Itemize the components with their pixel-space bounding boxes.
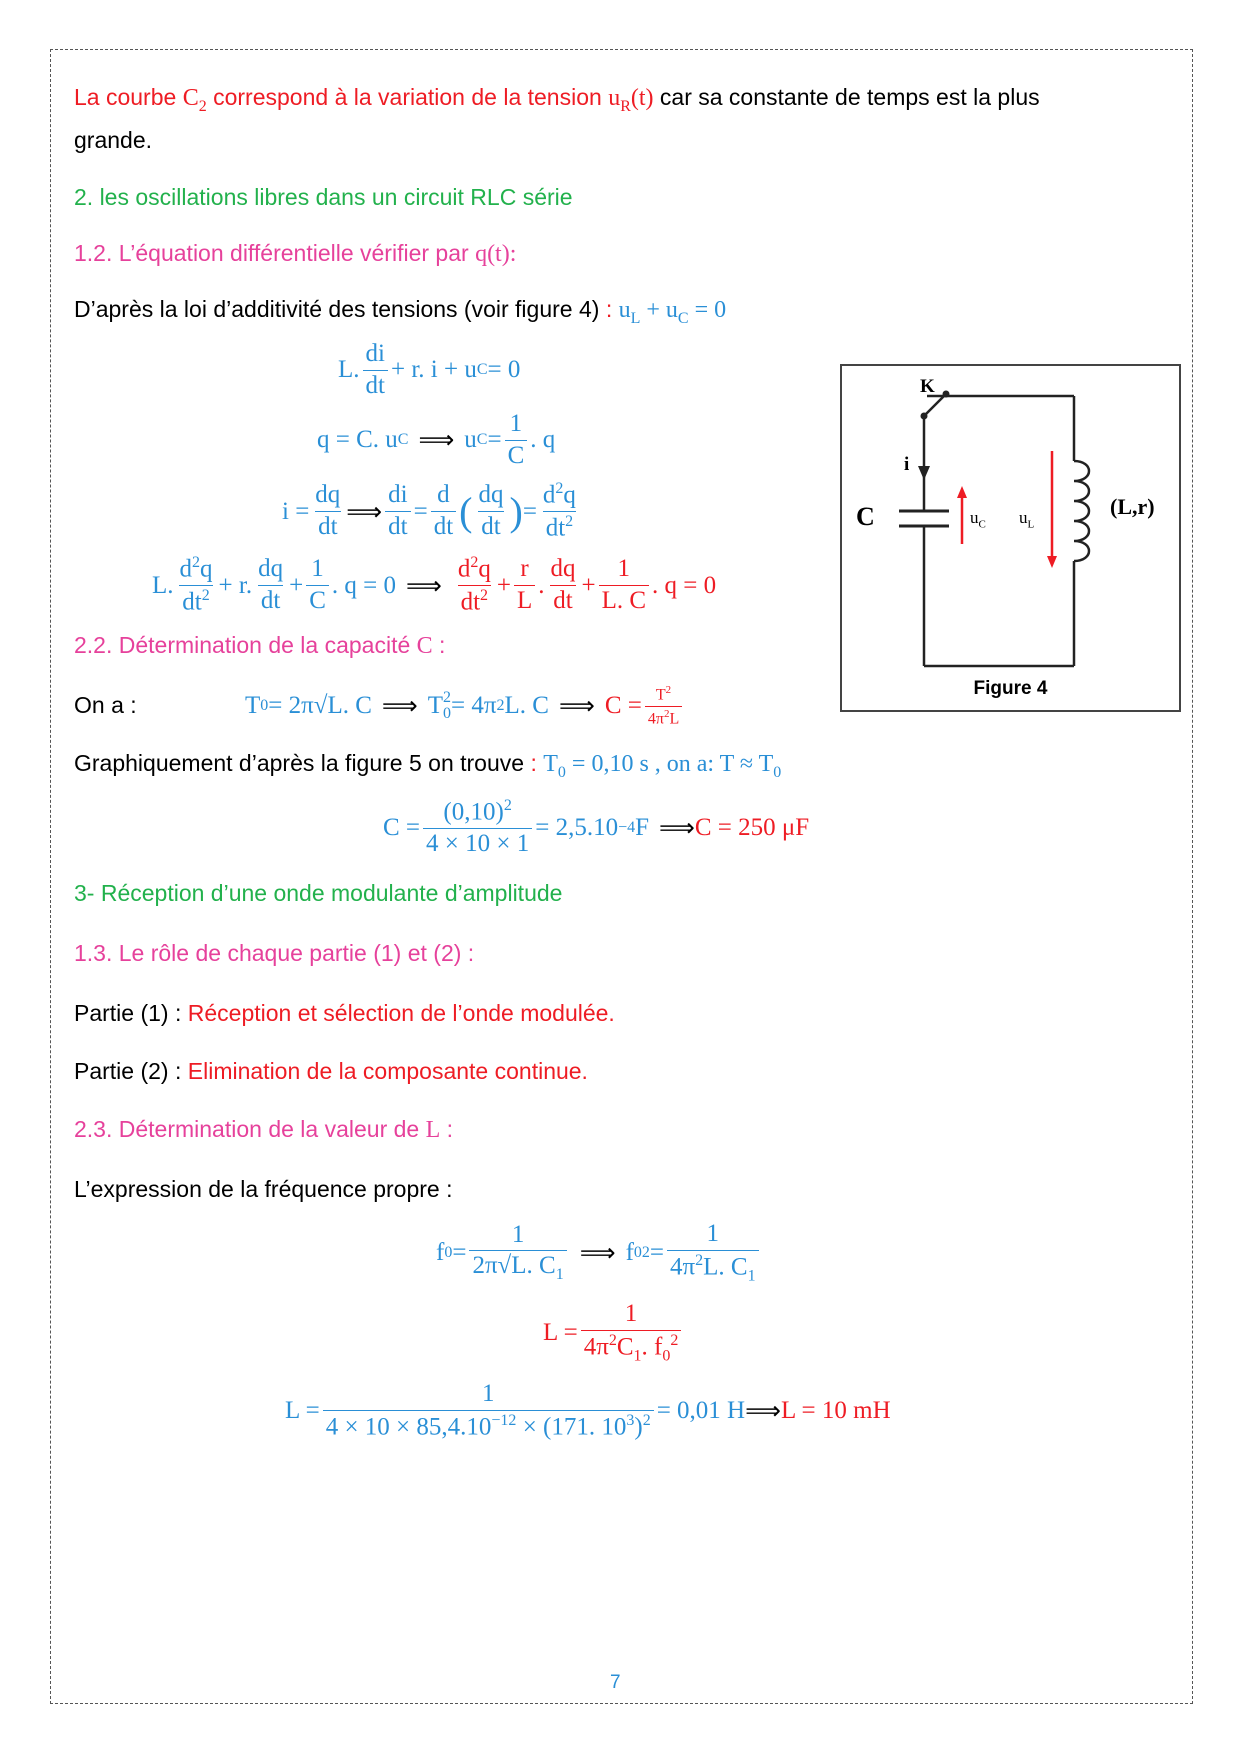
circuit-diagram bbox=[842, 366, 1179, 710]
part-2-line: Partie (2) : Elimination de la composante continue. bbox=[74, 1058, 588, 1084]
section-1-3-title: 1.3. Le rôle de chaque partie (1) et (2) : bbox=[74, 940, 475, 966]
capacitor-label: C bbox=[856, 502, 875, 531]
inductor-label: (L,r) bbox=[1110, 494, 1155, 519]
page-number: 7 bbox=[610, 1672, 621, 1693]
frequency-equation: f 0 = $\frac{1}{2\pi√L. C_1}$ ⟹ f 0 2 = $\frac{1}{4\pi^2L. C_1}$ bbox=[436, 1220, 762, 1285]
section-1-2-title: 1.2. L’équation différentielle vérifier par q(t): bbox=[74, 240, 517, 267]
inductance-formula: L = $\frac{1}{4\pi^2C_1. f_0^2}$ bbox=[543, 1300, 684, 1365]
section-2-2-title: 2.2. Détermination de la capacité C : bbox=[74, 632, 446, 659]
section-2-3-title: 2.3. Détermination de la valeur de L : bbox=[74, 1116, 454, 1143]
switch-label: K bbox=[920, 376, 935, 397]
ul-label: $u_L$ bbox=[1019, 508, 1035, 531]
graph-line: Graphiquement d’après la figure 5 on trouve : $T_0 = 0,10$ s , on a: $T \approx T_0$ bbox=[74, 750, 782, 781]
equation-3: i = $\frac{dq}{dt}$ ⟹ $\frac{di}{dt}$ = $\frac{d}{dt}$ ( dq dt ) = $\frac{d^2q}{dt^2}$ bbox=[282, 480, 576, 542]
expression-line: L’expression de la fréquence propre : bbox=[74, 1176, 453, 1202]
current-label: i bbox=[904, 454, 910, 475]
inductance-calculation: L = $\frac{1}{4 \times 10 \times 85,4.10^{-12} \times (171. 10^3)^2}$ = 0,01 H ⟹ L = 10 mH bbox=[285, 1380, 891, 1441]
capacity-equation: C = $\frac{(0,10)^2}{4 \times 10 \times 1}$ = 2,5.10 −4 F ⟹ C = 250 μF bbox=[383, 797, 810, 858]
section-3-title: 3- Réception d’une onde modulante d’amplitude bbox=[74, 880, 563, 906]
uc-label: $u_C$ bbox=[970, 508, 986, 531]
part-1-line: Partie (1) : Réception et sélection de l’onde modulée. bbox=[74, 1000, 615, 1026]
equation-4: L. $d^2q$ $dt^2$ + r. dq dt + $\frac{1}{C}$ . q = 0 ⟹ $d^2q$ $dt^2$ + $\frac{r}{L}$ . dq dt + $\frac{1}{L. C}$ . q = 0 bbox=[152, 554, 717, 616]
equation-2: q = C. u C ⟹ u C = $\frac{1}{C}$ . q bbox=[317, 410, 556, 469]
intro-line-1: La courbe $C_2$ correspond à la variation de la tension $u_R(t)$ car sa constante de temps est la plus bbox=[74, 84, 1040, 115]
figure-4 bbox=[840, 364, 1181, 712]
on-a-label: On a : bbox=[74, 692, 137, 718]
additivity-line: D’après la loi d’additivité des tensions (voir figure 4) : $u_L + u_C = 0$ bbox=[74, 296, 727, 327]
intro-line-2: grande. bbox=[74, 127, 153, 153]
section-2-title: 2. les oscillations libres dans un circuit RLC série bbox=[74, 184, 573, 210]
period-equation: T 0 = 2π√L. C ⟹ T 2 0 = 4π 2 L. C ⟹ C = $\frac{T^2}{4\pi^2L}$ bbox=[245, 684, 685, 728]
figure-caption: Figure 4 bbox=[973, 678, 1048, 699]
equation-1: L. di dt + r. i + u C = 0 bbox=[338, 340, 521, 399]
